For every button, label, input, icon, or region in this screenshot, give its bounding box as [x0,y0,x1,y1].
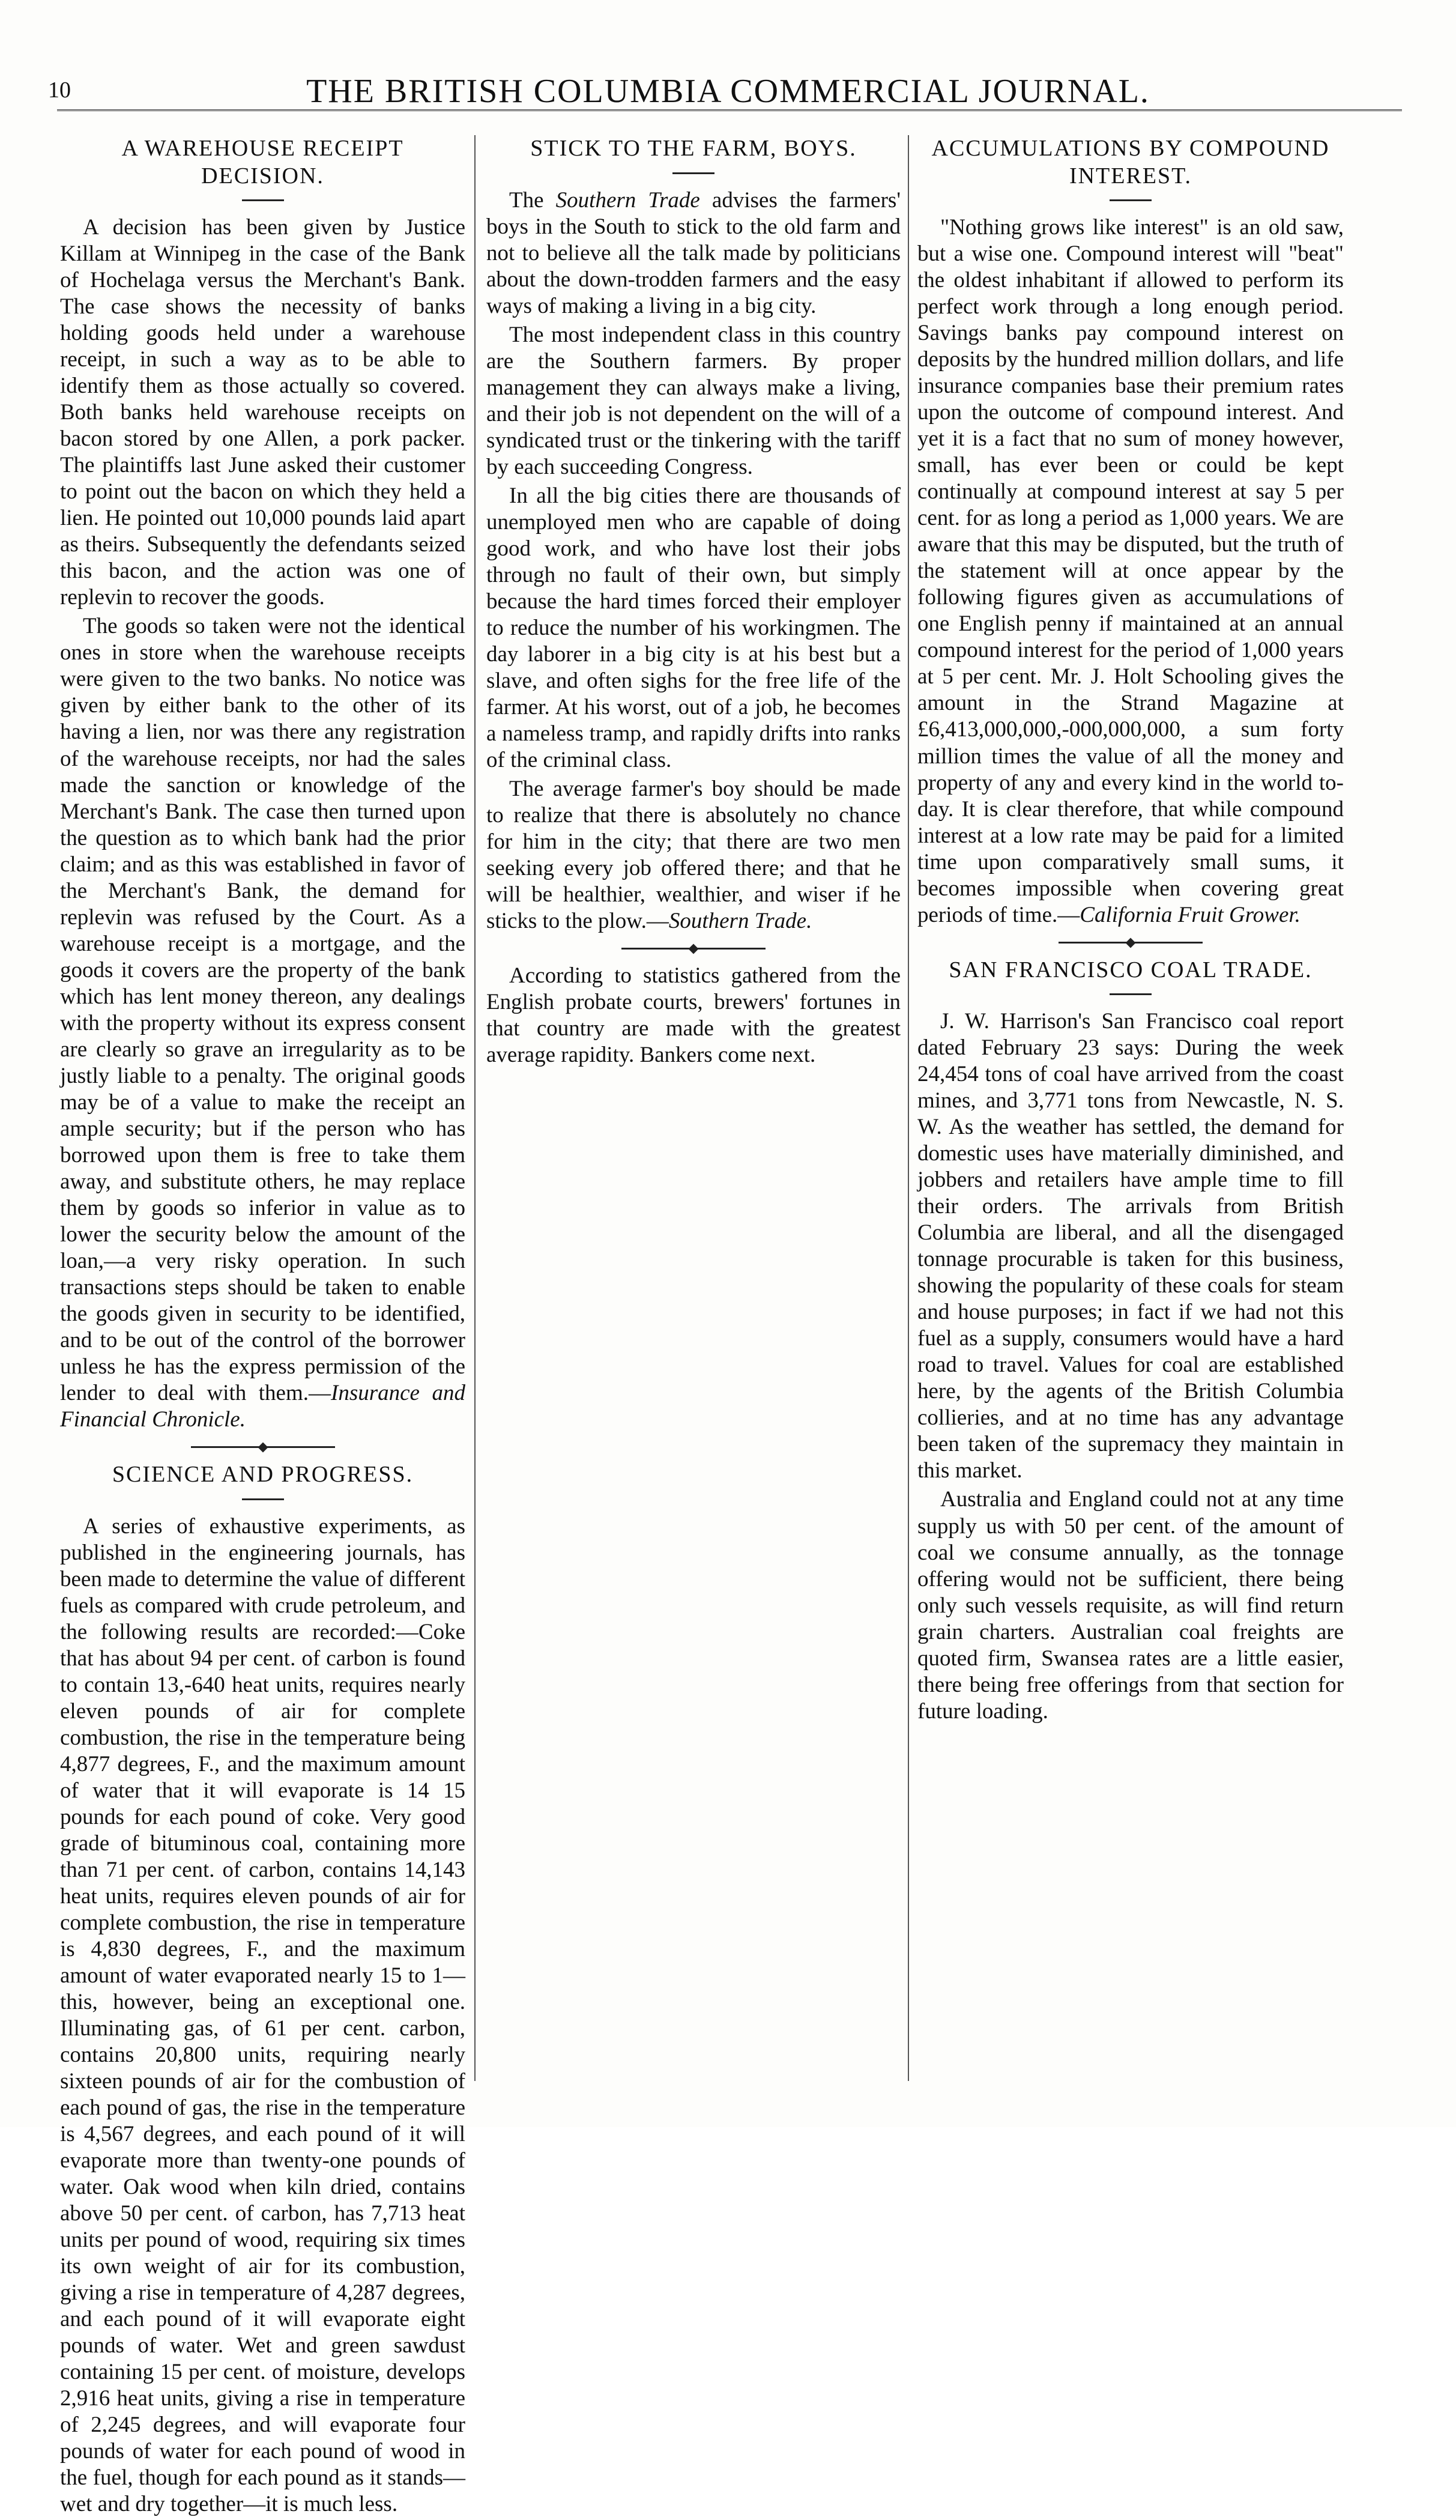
column-1 [60,135,465,2520]
title-dash [1110,199,1152,201]
article-paragraph [486,187,901,320]
page-number: 10 [48,77,71,103]
title-dash [1110,993,1152,995]
column-3 [917,135,1344,1727]
article-source: California Fruit Grower. [1080,902,1300,927]
article-paragraph [60,613,465,1432]
article-divider [621,948,766,950]
title-dash [242,199,284,201]
article-paragraph: The most independent class in this country are the Southern farmers. By proper management they can always make a living, and their job is not dependent on the will of a syndicated trust or the tinkering with the tariff by each succeeding Congress. [486,322,901,479]
article-paragraph: According to statistics gathered from the English probate courts, brewers' fortunes in that country are made with the greatest average rapidity. Bankers come next. [486,963,901,1068]
header-rule [57,109,1402,111]
article-source: Southern Trade. [668,909,812,934]
article-compound-interest [917,135,1344,928]
paragraph-text: The [509,187,556,213]
article-science-progress [60,1461,465,2518]
article-stick-to-farm [486,135,901,1068]
article-paragraph: A decision has been given by Justice Killam at Winnipeg in the case of the Bank of Hochelaga versus the Merchant's Bank. The case shows the necessity of banks holding goods held under a warehouse receipt, in such a way as to be able to identify them as those actually so covered. Both banks held warehouse receipts on bacon stored by one Allen, a pork packer. The plaintiffs last June asked their customer to point out the bacon on which they held a lien. He pointed out 10,000 pounds laid apart as theirs. Subsequently the defendants seized this bacon, and the action was one of replevin to recover the goods. [60,215,465,610]
article-warehouse-receipt [60,135,465,1433]
page-header [42,72,1414,120]
paragraph-text: The average farmer's boy should be made to realize that there is absolutely no chance for him in the city; that there are two men seeking every job offered there; and that he will be healthier, wealthier, and wiser if he sticks to the plow.— [486,776,901,934]
article-paragraph [486,776,901,934]
paragraph-text: The goods so taken were not the identical ones in store when the warehouse receipts were given to the two banks. No notice was given by either bank to the other of its having a lien, nor was there any registration of the warehouse receipts, nor had the sales made the sanction or knowledge of the Merchant's Bank. The case then turned upon the question as to which bank had the prior claim; and as this was established in favor of the Merchant's Bank, the demand for replevin was refused by the Court. As a warehouse receipt is a mortgage, and the goods it covers are the property of the bank which has lent money thereon, any dealings with the property without its express consent are clearly so grave an irregularity as to be justly liable to a penalty. The original goods may be of a value to make the receipt an ample security; but if the person who has borrowed upon them is free to take them away, and substitute others, he may replace them by goods so inferior in value as to lower the security below the amount of the loan,—a very risky operation. In such transactions steps should be taken to enable the goods given in security to be identified, and to be out of the control of the borrower unless he has the express permission of the lender to deal with them.— [60,614,465,1405]
article-paragraph [917,214,1344,928]
inline-source: Southern Trade [555,187,700,213]
article-source: Insurance and Financial Chronicle. [60,1380,465,1432]
article-divider [191,1446,335,1448]
article-paragraph: Australia and England could not at any time supply us with 50 per cent. of the amount of coal we consume annually, as the tonnage offering would not be sufficient, there being only such vessels requisite, as will find return grain charters. Australian coal freights are quoted firm, Swansea rates are a little easier, there being free offerings from that section for future loading. [917,1487,1344,1724]
column-2 [486,135,901,1071]
article-title: SAN FRANCISCO COAL TRADE. [949,957,1313,983]
article-paragraph: A series of exhaustive experiments, as published in the engineering journals, has been made to determine the value of different fuels as compared with crude petroleum, and the following results are recorded:—Coke that has about 94 per cent. of carbon is found to contain 13,-640 heat units, requires nearly eleven pounds of air for complete combustion, the rise in the temperature being 4,877 degrees, F., and the maximum amount of water that it will evaporate is 14 15 pounds for each pound of coke. Very good grade of bituminous coal, containing more than 71 per cent. of carbon, contains 14,143 heat units, requires eleven pounds of air for complete combustion, the rise in temperature is 4,830 degrees, F., and the maximum amount of water evaporated nearly 15 to 1—this, however, being an exceptional one. Illuminating gas, of 61 per cent. carbon, contains 20,800 units, requiring nearly sixteen pounds of air for the combustion of each pound of gas, the rise in the temperature is 4,567 degrees, and each pound of it will evaporate more than twenty-one pounds of water. Oak wood when kiln dried, contains above 50 per cent. of carbon, has 7,713 heat units per pound of wood, requiring six times its own weight of air for its combustion, giving a rise in temperature of 4,287 degrees, and each pound of it will evaporate eight pounds of water. Wet and green sawdust containing 15 per cent. of moisture, develops 2,916 heat units, giving a rise in temperature of 2,245 degrees, and will evaporate four pounds of water for each pound of wood in the fuel, though for each pound as it stands—wet and dry together—it is much less. [60,1513,465,2517]
title-dash [242,1498,284,1500]
article-paragraph: J. W. Harrison's San Francisco coal report dated February 23 says: During the week 24,454 tons of coal have arrived from the coast mines, and 3,771 tons from Newcastle, N. S. W. As the weather has settled, the demand for domestic uses have materially diminished, and jobbers and retailers have ample time to fill their orders. The arrivals from British Columbia are liberal, and all the disengaged tonnage procurable is taken for this business, showing the popularity of these coals for steam and house purposes; in fact if we had not this fuel as a supply, consumers would have a hard road to travel. Values for coal are established here, by the agents of the British Columbia collieries, and at no time has any advantage been taken of the supremacy they maintain in this market. [917,1009,1344,1483]
article-title: STICK TO THE FARM, BOYS. [530,136,857,161]
title-dash [672,172,714,174]
paragraph-text: "Nothing grows like interest" is an old saw, but a wise one. Compound interest will "beat" the oldest inhabitant if allowed to perform its perfect work through a long enough period. Savings banks pay compound interest on deposits by the hundred million dollars, and life insurance companies base their premium rates upon the outcome of compound interest. And yet it is a fact that no sum of money however, small, has ever been or could be kept continually at compound interest at say 5 per cent. for as long a period as 1,000 years. We are aware that this may be disputed, but the truth of the statement will at once appear by the following figures given as accumulations of one English penny if maintained at an annual compound interest for the period of 1,000 years at 5 per cent. Mr. J. Holt Schooling gives the amount in the Strand Magazine at £6,413,000,000,-000,000,000, a sum forty million times the value of all the money and property of any and every kind in the world to-day. It is clear therefore, that while compound interest at a low rate may be paid for a limited time upon comparatively small sums, it becomes impossible when covering great periods of time.— [917,215,1344,927]
article-paragraph: In all the big cities there are thousands of unemployed men who are capable of doing good work, and who have lost their jobs through no fault of their own, but simply because the hard times forced their employer to reduce the number of his workingmen. The day laborer in a big city is at his best but a slave, and often sighs for the free life of the farmer. At his worst, out of a job, he becomes a nameless tramp, and rapidly drifts into ranks of the criminal class. [486,483,901,772]
article-title: A WAREHOUSE RECEIPT DECISION. [121,136,404,189]
journal-title: THE BRITISH COLUMBIA COMMERCIAL JOURNAL. [306,73,1150,110]
article-divider [1059,942,1203,943]
article-title: ACCUMULATIONS BY COMPOUND INTEREST. [931,136,1330,189]
article-sf-coal-trade [917,957,1344,1725]
paragraph-text: advises the farmers' boys in the South to stick to the old farm and not to believe all the talk made by politicians about the down-trodden farmers and the easy ways of making a living in a big city. [486,187,901,318]
article-title: SCIENCE AND PROGRESS. [112,1461,414,1487]
column-rule [908,135,909,2081]
column-rule [474,135,476,2081]
